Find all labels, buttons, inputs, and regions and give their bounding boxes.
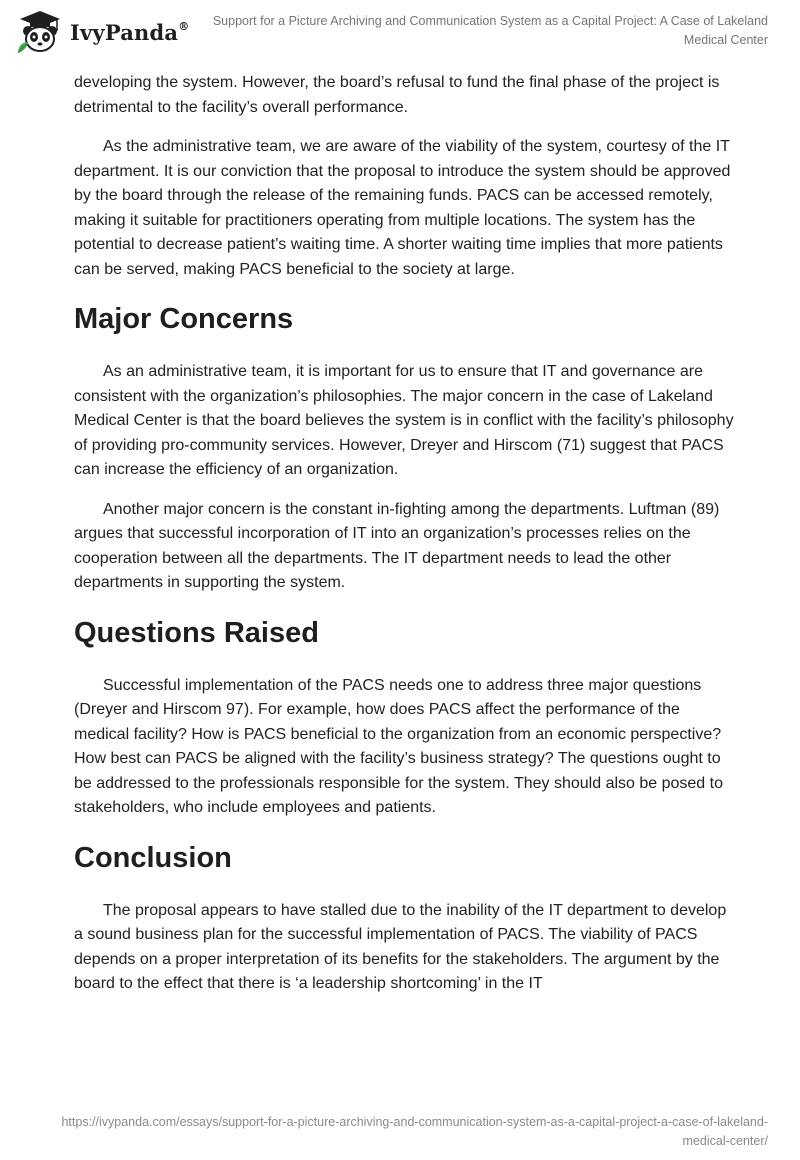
panda-graduate-icon <box>16 9 64 55</box>
source-url[interactable]: https://ivypanda.com/essays/support-for-a-picture-archiving-and-communication-system-as-a-capital-project-a-case-of-lakeland-medical-center/ <box>61 1115 768 1148</box>
brand-name: IvyPanda® <box>70 19 190 45</box>
heading-questions-raised: Questions Raised <box>74 616 319 649</box>
ivypanda-logo[interactable] <box>16 8 189 56</box>
paragraph-in-fighting: Another major concern is the constant in-fighting among the departments. Luftman (89) argues that successful incorporation of IT into an organization’s processes relies on the cooperation between all the departments. The IT department needs to lead the other departments in supporting the system. <box>74 500 720 591</box>
essay-body <box>74 71 734 1012</box>
page-header <box>0 0 800 64</box>
paragraph-admin-team: As the administrative team, we are aware of the viability of the system, courtesy of the IT department. It is our conviction that the proposal to introduce the system should be approved by the board through the release of the remaining funds. PACS can be accessed remotely, making it suitable for practitioners operating from multiple locations. The system has the potential to decrease patient’s waiting time. A shorter waiting time implies that more patients can be served, making PACS beneficial to the society at large. <box>74 138 731 278</box>
heading-conclusion: Conclusion <box>74 841 232 874</box>
paragraph-governance: As an administrative team, it is important for us to ensure that IT and governance are consistent with the organization’s philosophies. The major concern in the case of Lakeland Medical Center is that the board believes the system is in conflict with the facility’s philosophy of providing pro-community services. However, Dreyer and Hirscom (71) suggest that PACS can increase the efficiency of an organization. <box>74 363 734 478</box>
paragraph-continuation: developing the system. However, the board’s refusal to fund the final phase of the project is detrimental to the facility’s overall performance. <box>74 74 720 116</box>
paragraph-questions: Successful implementation of the PACS needs one to address three major questions (Dreyer and Hirscom 97). For example, how does PACS affect the performance of the medical facility? How is PACS beneficial to the organization from an economic perspective? How best can PACS be aligned with the facility’s business strategy? The questions ought to be addressed to the professionals responsible for the system. They should also be posed to stakeholders, who include employees and patients. <box>74 676 723 816</box>
heading-major-concerns: Major Concerns <box>74 303 294 335</box>
document-title: Support for a Picture Archiving and Communication System as a Capital Project: A Case of Lakeland Medical Center <box>212 14 768 47</box>
paragraph-conclusion: The proposal appears to have stalled due to the inability of the IT department to develop a sound business plan for the successful implementation of PACS. The viability of PACS depends on a proper interpretation of its benefits for the stakeholders. The argument by the board to the effect that there is ‘a leadership shortcoming’ in the IT <box>74 901 727 992</box>
